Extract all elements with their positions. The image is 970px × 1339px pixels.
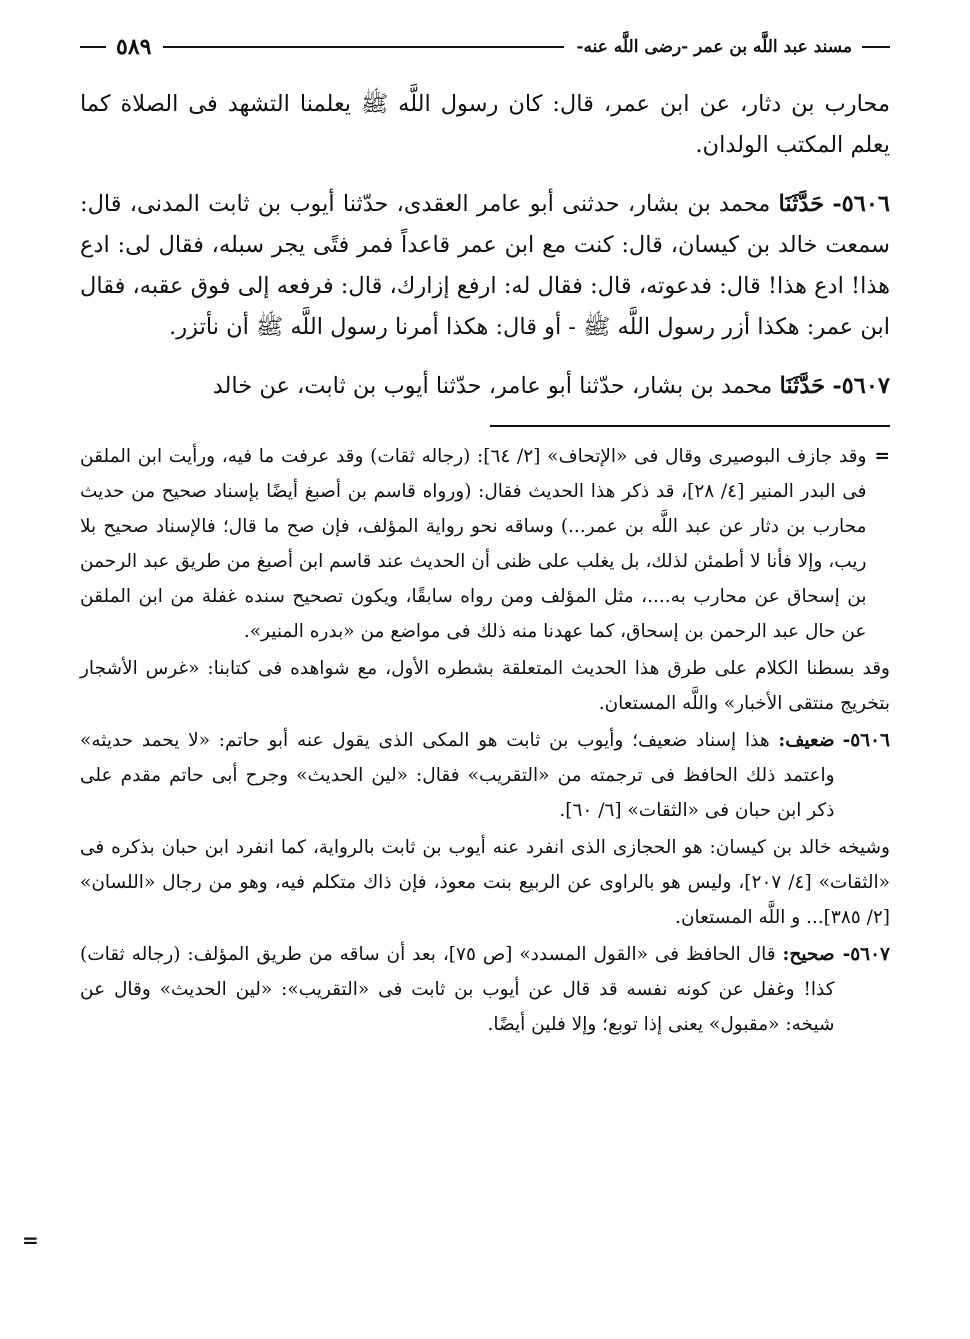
main-text (80, 84, 890, 407)
header-dash-right (862, 46, 890, 48)
header-rule (163, 46, 564, 48)
footnote-number: ٥٦٠٧- (842, 944, 890, 965)
header-dash-left (80, 46, 106, 48)
hadith-5607 (80, 366, 890, 407)
footnote-body (80, 937, 835, 1042)
paragraph-text: محارب بن دثار، عن ابن عمر، قال: كان رسول اللَّه ﷺ يعلمنا التشهد فى الصلاة كما يعلم المكتب الولدان. (80, 91, 890, 158)
hadith-5606 (80, 184, 890, 348)
running-header (80, 30, 890, 64)
footnote-text: وقد جازف البوصيرى وقال فى «الإتحاف» [٢/ ٦٤]: (رجاله ثقات) وقد عرفت ما فيه، ورأيت ابن الملقن فى البدر المنير [٤/ ٢٨]، قد ذكر هذا الحديث فقال: (ورواه قاسم بن أصبغ أيضًا بإسناد صحيح من حديث محارب بن دثار عن عبد اللَّه بن عمر...) وساقه نحو رواية المؤلف، فإن صح ما قال؛ فالإسناد صحيح بلا ريب، وإلا فأنا لا أطمئن لذلك، بل يغلب على ظنى أن الحديث عند قاسم ابن أصبغ من طريق عبد الرحمن بن إسحاق عن محارب به....، مثل المؤلف ومن رواه سابقًا، ويكون تصحيح سنده غفلة من ابن الملقن عن حال عبد الرحمن بن إسحاق، كما عهدنا منه ذلك فى مواضع من «بدره المنير». (80, 446, 867, 642)
footnotes (80, 439, 890, 1042)
page (80, 30, 890, 1044)
header-title: مسند عبد اللَّه بن عمر -رضى اللَّه عنه- (576, 37, 852, 57)
paragraph-continuation (80, 84, 890, 166)
footnote-5607 (80, 937, 890, 1042)
continuation-mark: = (22, 1228, 39, 1252)
footnote-number: ٥٦٠٦- (842, 730, 890, 751)
footnote-mark: = (874, 446, 890, 467)
footnote-5606 (80, 723, 890, 828)
hadith-text: محمد بن بشار، حدّثنا أبو عامر، حدّثنا أيوب بن ثابت، عن خالد (212, 373, 773, 399)
hadith-lead-word: حَدَّثَنَا (778, 191, 825, 217)
footnote-separator (490, 425, 890, 427)
hadith-number: ٥٦٠٧- (832, 373, 890, 399)
footnote-text: قال الحافظ فى «القول المسدد» [ص ٧٥]، بعد أن ساقه من طريق المؤلف: (رجاله ثقات) كذا! وغفل عن كونه نفسه قد قال عن أيوب بن ثابت فى «التقريب»: «لين الحديث» وقال عن شيخه: «مقبول» يعنى إذا توبع؛ وإلا فلين أيضًا. (80, 944, 835, 1035)
page-number: ٥٨٩ (116, 34, 152, 60)
grading-label: صحيح: (782, 944, 835, 965)
hadith-lead-word: حَدَّثَنَا (779, 373, 826, 399)
hadith-text: محمد بن بشار، حدثنى أبو عامر العقدى، حدّثنا أيوب بن ثابت المدنى، قال: سمعت خالد بن كيسان، قال: كنت مع ابن عمر قاعداً فمر فتًى يجر سبله، فقال لى: ادع هذا! ادع هذا! قال: فدعوته، قال: فقال له: ارفع إزارك، قال: فرفعه إلى فوق عقبه، فقال ابن عمر: هكذا أزر رسول اللَّه ﷺ - أو قال: هكذا أمرنا رسول اللَّه ﷺ أن نأتزر. (80, 191, 890, 340)
footnote-paragraph: وقد بسطنا الكلام على طرق هذا الحديث المتعلقة بشطره الأول، مع شواهده فى كتابنا: «غرس الأشجار بتخريج منتقى الأخبار» واللَّه المستعان. (80, 658, 890, 714)
footnote-body (80, 723, 835, 828)
footnote-text: هذا إسناد ضعيف؛ وأيوب بن ثابت هو المكى الذى يقول عنه أبو حاتم: «لا يحمد حديثه» واعتمد ذلك الحافظ فى ترجمته من «التقريب» فقال: «لين الحديث» وجرح أبى حاتم مقدم على ذكر ابن حبان فى «الثقات» [٦/ ٦٠]. (80, 730, 835, 821)
hadith-number: ٥٦٠٦- (832, 191, 890, 217)
footnote-continued (80, 439, 890, 649)
grading-label: ضعيف: (778, 730, 835, 751)
footnote-paragraph: وشيخه خالد بن كيسان: هو الحجازى الذى انفرد عنه أيوب بن ثابت بالرواية، كما انفرد ابن حبان بذكره فى «الثقات» [٤/ ٢٠٧]، وليس هو بالراوى عن الربيع بنت معوذ، فإن ذاك متكلم فيه، وهو من رجال «اللسان» [٢/ ٣٨٥]... و اللَّه المستعان. (80, 837, 890, 928)
